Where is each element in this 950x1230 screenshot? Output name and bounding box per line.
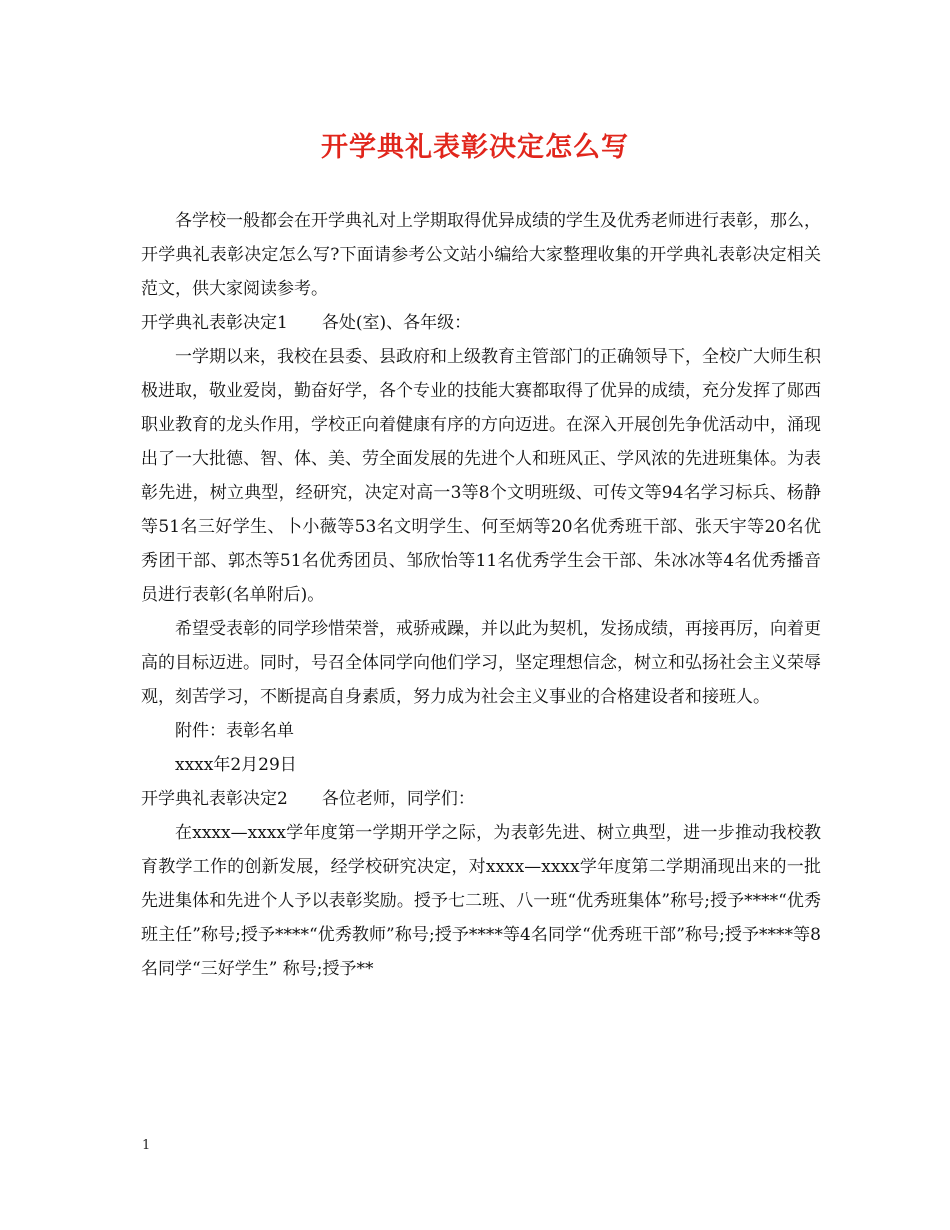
section-2-salutation: 各位老师，同学们： — [321, 789, 475, 809]
section-1-attachment: 附件：表彰名单 — [175, 721, 294, 741]
page-number: 1 — [142, 1138, 151, 1153]
section-1-paragraph-2: 希望受表彰的同学珍惜荣誉，戒骄戒躁，并以此为契机，发扬成绩，再接再厉，向着更高的目标迈进。同时，号召全体同学向他们学习，坚定理想信念，树立和弘扬社会主义荣辱观，刻苦学习，不断提高自身素质，努力成为社会主义事业的合格建设者和接班人。 — [141, 619, 821, 707]
intro-paragraph: 各学校一般都会在开学典礼对上学期取得优异成绩的学生及优秀老师进行表彰，那么，开学典礼表彰决定怎么写?下面请参考公文站小编给大家整理收集的开学典礼表彰决定相关范文，供大家阅读参考。 — [141, 211, 821, 299]
section-2-heading: 开学典礼表彰决定2 — [141, 789, 288, 809]
section-2-heading-line — [141, 782, 821, 816]
section-1-salutation: 各处(室)、各年级： — [321, 313, 472, 333]
document-title: 开学典礼表彰决定怎么写 — [321, 132, 629, 163]
section-1-date: xxxx年2月29日 — [175, 755, 297, 775]
section-1-paragraph-1: 一学期以来，我校在县委、县政府和上级教育主管部门的正确领导下，全校广大师生积极进取，敬业爱岗，勤奋好学，各个专业的技能大赛都取得了优异的成绩，充分发挥了郧西职业教育的龙头作用，学校正向着健康有序的方向迈进。在深入开展创先争优活动中，涌现出了一大批德、智、体、美、劳全面发展的先进个人和班风正、学风浓的先进班集体。为表彰先进，树立典型，经研究，决定对高一3等8个文明班级、可传文等94名学习标兵、杨静等51名三好学生、卜小薇等53名文明学生、何至炳等20名优秀班干部、张天宇等20名优秀团干部、郭杰等51名优秀团员、邹欣怡等11名优秀学生会干部、朱冰冰等4名优秀播音员进行表彰(名单附后)。 — [141, 347, 821, 605]
document-body — [141, 204, 821, 986]
section-1-heading: 开学典礼表彰决定1 — [141, 313, 288, 333]
section-2-paragraph-1: 在xxxx—xxxx学年度第一学期开学之际，为表彰先进、树立典型，进一步推动我校教育教学工作的创新发展，经学校研究决定，对xxxx—xxxx学年度第二学期涌现出来的一批先进集体和先进个人予以表彰奖励。授予七二班、八一班“优秀班集体”称号;授予****“优秀班主任”称号;授予****“优秀教师”称号;授予****等4名同学“优秀班干部”称号;授予****等8名同学“三好学生” 称号;授予** — [141, 823, 821, 979]
section-1-heading-line — [141, 306, 821, 340]
